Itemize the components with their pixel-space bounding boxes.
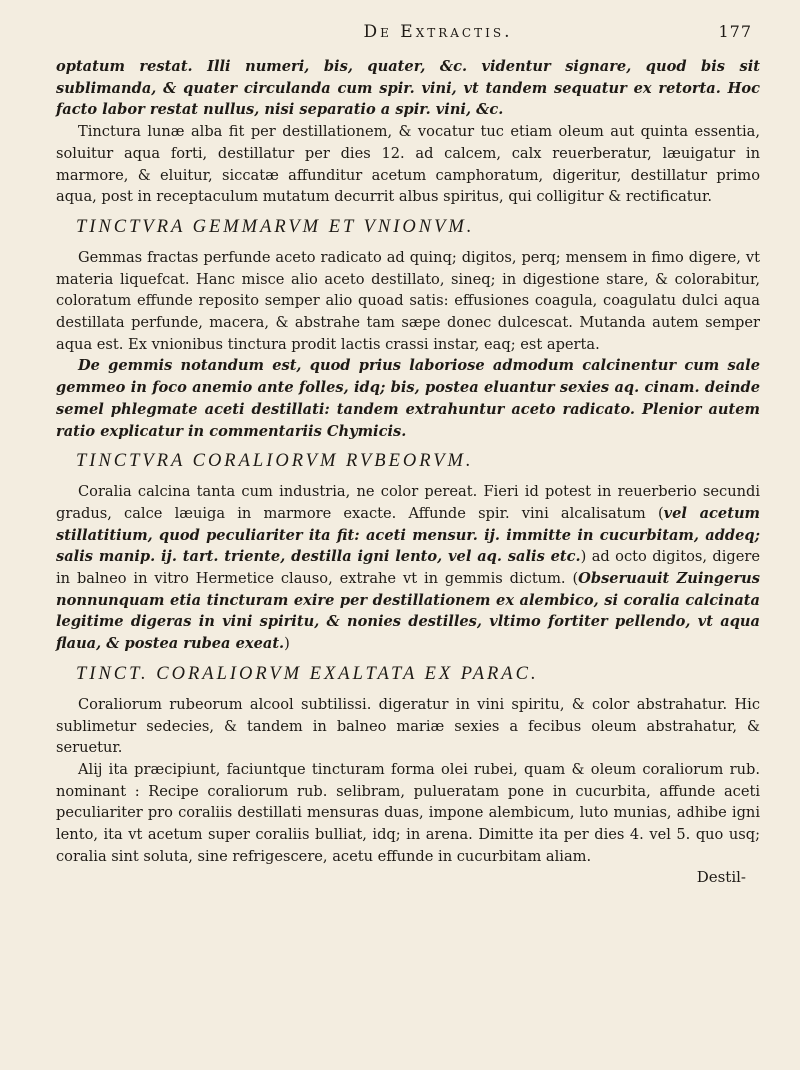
paragraph-oleum-coraliorum: Alij ita præcipiunt, faciuntque tincturam forma olei rubei, quam & oleum coraliorum rub. nominant : Recipe coraliorum rub. selibram, pulueratam pone in cucurbita, affunde aceti peculiariter pro coraliis destillati mensuras duas, impone alembicum, luto munias, adhibe igni lento, ita vt acetum super coraliis bulliat, idq; in arena. Dimitte ita per dies 4. vel 5. quo usq; coralia sint soluta, sine refrigescere, acetu effunde in cucurbitam aliam. <box>56 760 760 865</box>
running-head <box>56 22 760 56</box>
paragraph-coraliorum-alcool: Coraliorum rubeorum alcool subtilissi. digeratur in vini spiritu, & color abstrahatur. Hic sublimetur sedecies, & tandem in balneo mariæ sexies a fecibus oleum abstrahatur, & seruetur. <box>56 695 760 757</box>
coralia-text-2: ) ad octo digitos, digere in balneo in vitro Hermetice clauso, extrahe vt in gemmis dictum. ( <box>56 548 760 588</box>
section-heading-gemmarum: TINCTVRA GEMMARVM ET VNIONVM. <box>76 216 475 237</box>
paragraph-coralia <box>56 481 760 655</box>
paragraph-tinctura-lunae: Tinctura lunæ alba fit per destillationem, & vocatur tuc etiam oleum aut quinta essentia, soluitur aqua forti, destillatur per dies 12. ad calcem, calx reuerberatur, læuigatur in marmore, & eluitur, siccatæ affunditur acetum camphoratum, digeritur, destillatur primo aqua, post in receptaculum mutatum decurrit albus spiritus, qui colligitur & rectificatur. <box>56 123 760 206</box>
coralia-text-3: ) <box>284 635 290 653</box>
section-heading-coraliorum: TINCTVRA CORALIORVM RVBEORVM. <box>76 451 474 472</box>
section-heading-exaltata: TINCT. CORALIORVM EXALTATA EX PARAC. <box>76 663 539 684</box>
catchword: Destil- <box>696 867 746 886</box>
coralia-italic-aside-1: vel acetum stillatitium, quod peculiariter ita fit: aceti mensur. ij. immitte in cucurbitam, addeq; salis manip. ij. tart. triente, destilla igni lento, vel aq. salis etc. <box>56 504 760 566</box>
italic-note-gemmae: De gemmis notandum est, quod prius laboriose admodum calcinentur cum sale gemmeo in foco anemio ante folles, idq; bis, postea eluantur sexies aq. cinam. deinde semel phlegmate aceti destillati: tandem extrahuntur aceto radicato. Plenior autem ratio explicatur in commentariis Chymicis. <box>56 357 760 440</box>
coralia-italic-aside-2: Obseruauit Zuingerus nonnunquam etia tincturam exire per destillationem ex alembico, si coralia calcinata legitime digeras in vini spiritu, & nonies destilles, vltimo fortiter pellendo, vt aqua flaua, & postea rubea exeat. <box>56 570 761 653</box>
italic-note-opening: optatum restat. Illi numeri, bis, quater, &c. videntur signare, quod bis sit sublimanda, & quater circulanda cum spir. vini, vt tandem sequatur ex retorta. Hoc facto labor restat nullus, nisi separatio a spir. vini, &c. <box>56 58 760 119</box>
page-number: 177 <box>718 22 752 41</box>
running-head-title: De Extractis. <box>363 22 513 42</box>
paragraph-gemmae: Gemmas fractas perfunde aceto radicato ad quinq; digitos, perq; mensem in fimo digere, vt materia liquefcat. Hanc misce alio aceto destillato, sineq; in digestione stare, & colorabitur, coloratum effunde reposito semper alio quoad satis: effusiones coagula, coagulatu dulci aqua destillata perfunde, macera, & abstrahe tam sæpe donec dulcescat. Mutanda autem semper aqua est. Ex vnionibus tinctura prodit lactis crassi instar, eaq; est aperta. <box>56 248 760 353</box>
coralia-text-1: Coralia calcina tanta cum industria, ne color pereat. Fieri id potest in reuerberio secundi gradus, calce læuiga in marmore exacte. Affunde spir. vini alcalisatum ( <box>56 483 760 522</box>
